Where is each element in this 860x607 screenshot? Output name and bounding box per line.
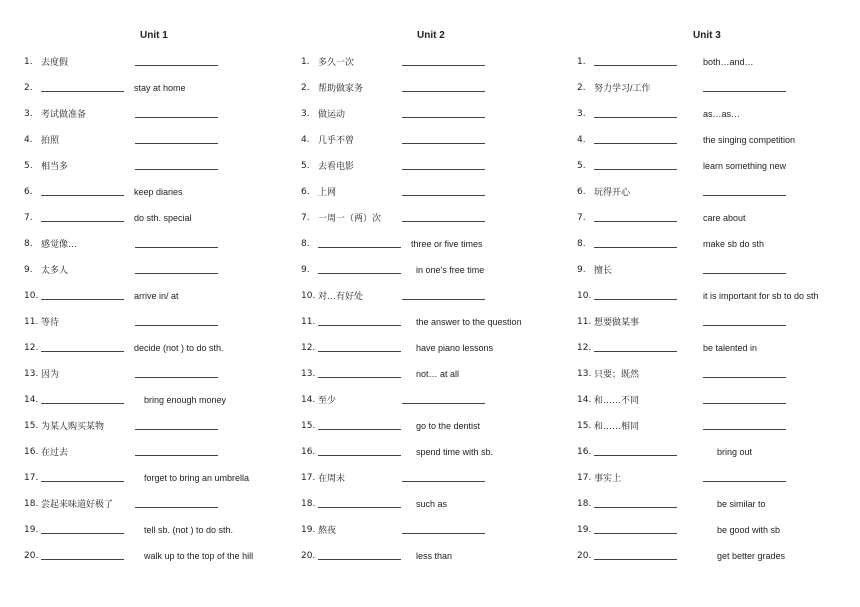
answer-blank[interactable] <box>318 273 401 274</box>
list-item <box>24 289 304 303</box>
item-number: 15. <box>577 421 592 431</box>
answer-blank[interactable] <box>594 559 677 560</box>
answer-blank[interactable] <box>135 507 218 508</box>
chinese-phrase: 和……相同 <box>594 421 640 431</box>
list-item <box>577 393 857 407</box>
chinese-phrase: 一周一（两）次 <box>318 213 382 223</box>
chinese-phrase: 拍照 <box>41 135 60 145</box>
answer-blank[interactable] <box>402 169 485 170</box>
list-item <box>301 133 581 147</box>
chinese-phrase: 至少 <box>318 395 337 405</box>
english-phrase: the answer to the question <box>416 317 522 327</box>
list-item <box>24 523 304 537</box>
item-number: 6. <box>577 187 586 197</box>
item-number: 11. <box>24 317 39 327</box>
chinese-phrase: 太多人 <box>41 265 69 275</box>
answer-blank[interactable] <box>135 65 218 66</box>
item-number: 15. <box>301 421 316 431</box>
item-number: 3. <box>301 109 310 119</box>
english-phrase: both…and… <box>703 57 754 67</box>
item-number: 2. <box>24 83 33 93</box>
answer-blank[interactable] <box>318 351 401 352</box>
english-phrase: walk up to the top of the hill <box>144 551 254 561</box>
answer-blank[interactable] <box>594 507 677 508</box>
item-number: 9. <box>301 265 310 275</box>
item-number: 13. <box>577 369 592 379</box>
answer-blank[interactable] <box>703 403 786 404</box>
english-phrase: stay at home <box>134 83 186 93</box>
chinese-phrase: 事实上 <box>594 473 622 483</box>
answer-blank[interactable] <box>135 273 218 274</box>
list-item <box>24 367 304 381</box>
answer-blank[interactable] <box>594 65 677 66</box>
item-number: 4. <box>577 135 586 145</box>
answer-blank[interactable] <box>402 221 485 222</box>
item-number: 5. <box>301 161 310 171</box>
list-item <box>301 471 581 485</box>
answer-blank[interactable] <box>402 91 485 92</box>
list-item <box>301 549 581 563</box>
answer-blank[interactable] <box>703 195 786 196</box>
item-number: 4. <box>24 135 33 145</box>
item-number: 6. <box>24 187 33 197</box>
item-number: 11. <box>301 317 316 327</box>
item-number: 16. <box>24 447 39 457</box>
list-item <box>24 393 304 407</box>
item-number: 10. <box>301 291 316 301</box>
answer-blank[interactable] <box>135 455 218 456</box>
english-phrase: it is important for sb to do sth <box>703 291 819 301</box>
answer-blank[interactable] <box>135 143 218 144</box>
list-item <box>24 185 304 199</box>
list-item <box>301 497 581 511</box>
item-number: 17. <box>301 473 316 483</box>
answer-blank[interactable] <box>318 429 401 430</box>
list-item <box>24 159 304 173</box>
answer-blank[interactable] <box>703 377 786 378</box>
english-phrase: as…as… <box>703 109 741 119</box>
list-item <box>577 315 857 329</box>
english-phrase: be similar to <box>717 499 766 509</box>
answer-blank[interactable] <box>703 325 786 326</box>
list-item <box>24 263 304 277</box>
list-item <box>577 159 857 173</box>
answer-blank[interactable] <box>594 117 677 118</box>
english-phrase: go to the dentist <box>416 421 481 431</box>
english-phrase: care about <box>703 213 746 223</box>
answer-blank[interactable] <box>41 299 124 300</box>
list-item <box>577 263 857 277</box>
answer-blank[interactable] <box>594 221 677 222</box>
answer-blank[interactable] <box>594 169 677 170</box>
list-item <box>577 289 857 303</box>
item-number: 7. <box>301 213 310 223</box>
unit-1-title: Unit 1 <box>140 30 168 41</box>
unit-2-title: Unit 2 <box>417 30 445 41</box>
item-number: 1. <box>301 57 310 67</box>
answer-blank[interactable] <box>594 533 677 534</box>
chinese-phrase: 去度假 <box>41 57 69 67</box>
list-item <box>301 315 581 329</box>
list-item <box>577 55 857 69</box>
item-number: 7. <box>577 213 586 223</box>
list-item <box>301 185 581 199</box>
english-phrase: such as <box>416 499 448 509</box>
english-phrase: keep diaries <box>134 187 183 197</box>
item-number: 9. <box>24 265 33 275</box>
list-item <box>577 237 857 251</box>
answer-blank[interactable] <box>402 299 485 300</box>
english-phrase: three or five times <box>411 239 483 249</box>
chinese-phrase: 多久一次 <box>318 57 355 67</box>
english-phrase: spend time with sb. <box>416 447 494 457</box>
item-number: 5. <box>24 161 33 171</box>
chinese-phrase: 相当多 <box>41 161 69 171</box>
item-number: 10. <box>577 291 592 301</box>
answer-blank[interactable] <box>318 247 401 248</box>
list-item <box>301 81 581 95</box>
list-item <box>301 55 581 69</box>
english-phrase: have piano lessons <box>416 343 494 353</box>
list-item <box>24 55 304 69</box>
answer-blank[interactable] <box>594 143 677 144</box>
answer-blank[interactable] <box>402 143 485 144</box>
chinese-phrase: 玩得开心 <box>594 187 631 197</box>
answer-blank[interactable] <box>41 403 124 404</box>
item-number: 15. <box>24 421 39 431</box>
answer-blank[interactable] <box>703 481 786 482</box>
list-item <box>577 471 857 485</box>
item-number: 13. <box>24 369 39 379</box>
list-item <box>577 549 857 563</box>
chinese-phrase: 上网 <box>318 187 337 197</box>
item-number: 8. <box>577 239 586 249</box>
item-number: 11. <box>577 317 592 327</box>
chinese-phrase: 只要；既然 <box>594 369 640 379</box>
item-number: 4. <box>301 135 310 145</box>
chinese-phrase: 考试做准备 <box>41 109 87 119</box>
chinese-phrase: 帮助做家务 <box>318 83 364 93</box>
list-item <box>577 107 857 121</box>
list-item <box>577 185 857 199</box>
item-number: 8. <box>24 239 33 249</box>
chinese-phrase: 在过去 <box>41 447 69 457</box>
answer-blank[interactable] <box>703 91 786 92</box>
list-item <box>24 549 304 563</box>
english-phrase: get better grades <box>717 551 786 561</box>
answer-blank[interactable] <box>41 481 124 482</box>
list-item <box>577 445 857 459</box>
answer-blank[interactable] <box>318 455 401 456</box>
chinese-phrase: 擅长 <box>594 265 613 275</box>
list-item <box>24 419 304 433</box>
item-number: 7. <box>24 213 33 223</box>
answer-blank[interactable] <box>402 117 485 118</box>
unit-3-title: Unit 3 <box>693 30 721 41</box>
item-number: 19. <box>577 525 592 535</box>
item-number: 20. <box>577 551 592 561</box>
answer-blank[interactable] <box>41 559 124 560</box>
item-number: 3. <box>24 109 33 119</box>
english-phrase: forget to bring an umbrella <box>144 473 250 483</box>
answer-blank[interactable] <box>41 221 124 222</box>
answer-blank[interactable] <box>594 247 677 248</box>
chinese-phrase: 等待 <box>41 317 60 327</box>
answer-blank[interactable] <box>402 481 485 482</box>
answer-blank[interactable] <box>594 299 677 300</box>
item-number: 2. <box>301 83 310 93</box>
list-item <box>301 419 581 433</box>
chinese-phrase: 因为 <box>41 369 60 379</box>
item-number: 17. <box>24 473 39 483</box>
list-item <box>577 341 857 355</box>
english-phrase: learn something new <box>703 161 787 171</box>
english-phrase: be good with sb <box>717 525 781 535</box>
answer-blank[interactable] <box>318 507 401 508</box>
answer-blank[interactable] <box>41 91 124 92</box>
list-item <box>24 471 304 485</box>
list-item <box>301 367 581 381</box>
chinese-phrase: 对…有好处 <box>318 291 364 301</box>
answer-blank[interactable] <box>135 377 218 378</box>
item-number: 12. <box>577 343 592 353</box>
answer-blank[interactable] <box>41 533 124 534</box>
english-phrase: make sb do sth <box>703 239 765 249</box>
list-item <box>577 211 857 225</box>
chinese-phrase: 熬夜 <box>318 525 337 535</box>
list-item <box>24 341 304 355</box>
list-item <box>24 237 304 251</box>
english-phrase: be talented in <box>703 343 758 353</box>
item-number: 16. <box>301 447 316 457</box>
answer-blank[interactable] <box>135 169 218 170</box>
unit-2-column <box>301 0 581 607</box>
list-item <box>577 497 857 511</box>
english-phrase: not… at all <box>416 369 460 379</box>
list-item <box>301 289 581 303</box>
list-item <box>577 419 857 433</box>
item-number: 19. <box>301 525 316 535</box>
english-phrase: decide (not ) to do sth. <box>134 343 224 353</box>
chinese-phrase: 为某人购买某物 <box>41 421 105 431</box>
unit-1-column <box>24 0 304 607</box>
item-number: 8. <box>301 239 310 249</box>
item-number: 12. <box>301 343 316 353</box>
list-item <box>24 315 304 329</box>
answer-blank[interactable] <box>703 429 786 430</box>
item-number: 14. <box>24 395 39 405</box>
answer-blank[interactable] <box>41 351 124 352</box>
english-phrase: the singing competition <box>703 135 796 145</box>
chinese-phrase: 几乎不曾 <box>318 135 355 145</box>
list-item <box>577 133 857 147</box>
answer-blank[interactable] <box>41 195 124 196</box>
chinese-phrase: 和……不同 <box>594 395 640 405</box>
list-item <box>577 81 857 95</box>
item-number: 9. <box>577 265 586 275</box>
chinese-phrase: 努力学习/工作 <box>594 83 651 93</box>
chinese-phrase: 尝起来味道好极了 <box>41 499 114 509</box>
english-phrase: bring enough money <box>144 395 227 405</box>
answer-blank[interactable] <box>318 377 401 378</box>
answer-blank[interactable] <box>318 325 401 326</box>
english-phrase: do sth. special <box>134 213 192 223</box>
answer-blank[interactable] <box>135 247 218 248</box>
chinese-phrase: 做运动 <box>318 109 346 119</box>
answer-blank[interactable] <box>402 403 485 404</box>
list-item <box>301 393 581 407</box>
list-item <box>301 263 581 277</box>
item-number: 16. <box>577 447 592 457</box>
item-number: 18. <box>24 499 39 509</box>
list-item <box>24 497 304 511</box>
item-number: 2. <box>577 83 586 93</box>
list-item <box>24 133 304 147</box>
list-item <box>301 341 581 355</box>
item-number: 18. <box>577 499 592 509</box>
english-phrase: less than <box>416 551 453 561</box>
answer-blank[interactable] <box>402 533 485 534</box>
list-item <box>24 445 304 459</box>
list-item <box>301 523 581 537</box>
item-number: 14. <box>577 395 592 405</box>
list-item <box>301 159 581 173</box>
answer-blank[interactable] <box>135 429 218 430</box>
item-number: 20. <box>24 551 39 561</box>
answer-blank[interactable] <box>703 273 786 274</box>
item-number: 6. <box>301 187 310 197</box>
answer-blank[interactable] <box>135 117 218 118</box>
answer-blank[interactable] <box>318 559 401 560</box>
chinese-phrase: 去看电影 <box>318 161 355 171</box>
chinese-phrase: 感觉像… <box>41 239 78 249</box>
item-number: 5. <box>577 161 586 171</box>
english-phrase: tell sb. (not ) to do sth. <box>144 525 234 535</box>
answer-blank[interactable] <box>135 325 218 326</box>
list-item <box>301 445 581 459</box>
list-item <box>577 367 857 381</box>
item-number: 14. <box>301 395 316 405</box>
item-number: 1. <box>577 57 586 67</box>
answer-blank[interactable] <box>594 455 677 456</box>
list-item <box>24 211 304 225</box>
english-phrase: in one's free time <box>416 265 485 275</box>
list-item <box>577 523 857 537</box>
list-item <box>301 107 581 121</box>
list-item <box>24 107 304 121</box>
english-phrase: arrive in/ at <box>134 291 179 301</box>
list-item <box>24 81 304 95</box>
list-item <box>301 237 581 251</box>
item-number: 1. <box>24 57 33 67</box>
item-number: 3. <box>577 109 586 119</box>
item-number: 20. <box>301 551 316 561</box>
answer-blank[interactable] <box>402 65 485 66</box>
item-number: 18. <box>301 499 316 509</box>
item-number: 12. <box>24 343 39 353</box>
item-number: 19. <box>24 525 39 535</box>
english-phrase: bring out <box>717 447 753 457</box>
answer-blank[interactable] <box>402 195 485 196</box>
answer-blank[interactable] <box>594 351 677 352</box>
chinese-phrase: 想要做某事 <box>594 317 640 327</box>
item-number: 10. <box>24 291 39 301</box>
item-number: 13. <box>301 369 316 379</box>
item-number: 17. <box>577 473 592 483</box>
list-item <box>301 211 581 225</box>
unit-3-column <box>577 0 857 607</box>
chinese-phrase: 在周末 <box>318 473 346 483</box>
